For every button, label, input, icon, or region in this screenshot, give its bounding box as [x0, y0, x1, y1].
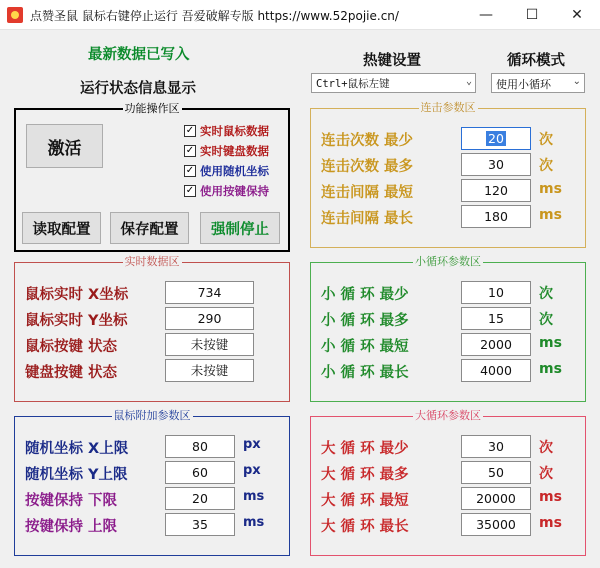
mouse-y-label: 鼠标实时 Y坐标	[25, 313, 128, 329]
big-loop-max-interval-label: 大 循 环 最长	[321, 519, 409, 535]
small-loop-group	[310, 255, 586, 402]
realtime-data-group	[14, 255, 290, 402]
loop-mode-select-value: 使用小循环	[496, 78, 551, 91]
key-hold-max-label: 按键保持 上限	[25, 519, 118, 535]
click-interval-min-input[interactable]: 120	[461, 179, 531, 202]
unit-label: 次	[539, 286, 553, 302]
click-count-max-input[interactable]: 30	[461, 153, 531, 176]
key-hold-max-input[interactable]: 35	[165, 513, 235, 536]
small-loop-max-count-input[interactable]: 15	[461, 307, 531, 330]
click-count-min-label: 连击次数 最少	[321, 133, 414, 149]
unit-label: 次	[539, 312, 553, 328]
checkmark-icon: ✓	[185, 125, 195, 136]
activate-button[interactable]: 激活	[26, 124, 103, 168]
checkmark-icon: ✓	[185, 165, 195, 176]
click-params-title: 连击参数区	[420, 101, 476, 114]
realtime-data-title: 实时数据区	[124, 255, 180, 268]
title-bar	[0, 0, 600, 30]
mouse-x-label: 鼠标实时 X坐标	[25, 287, 129, 303]
big-loop-min-interval-input[interactable]: 20000	[461, 487, 531, 510]
checkbox-key-hold[interactable]	[184, 183, 269, 199]
unit-label: px	[243, 463, 261, 478]
random-x-limit-label: 随机坐标 X上限	[25, 441, 129, 457]
checkbox-realtime-mouse[interactable]	[184, 123, 269, 139]
unit-label: ms	[539, 361, 562, 377]
mouse-x-field[interactable]: 734	[165, 281, 254, 304]
unit-label: ms	[539, 515, 562, 531]
loop-mode-title: 循环模式	[507, 53, 565, 69]
keyboard-state-field[interactable]: 未按键	[165, 359, 254, 382]
key-hold-min-label: 按键保持 下限	[25, 493, 118, 509]
big-loop-title: 大循环参数区	[415, 409, 481, 422]
small-loop-title: 小循环参数区	[415, 255, 481, 268]
app-logo-icon	[7, 7, 23, 23]
click-params-group	[310, 101, 586, 248]
mouse-y-field[interactable]: 290	[165, 307, 254, 330]
mouse-button-state-field[interactable]: 未按键	[165, 333, 254, 356]
close-button[interactable]: ✕	[571, 7, 583, 23]
click-count-min-input[interactable]	[461, 127, 531, 150]
checkmark-icon: ✓	[185, 145, 195, 156]
chevron-down-icon: ⌄	[465, 76, 472, 87]
click-interval-max-input[interactable]: 180	[461, 205, 531, 228]
force-stop-button[interactable]: 强制停止	[200, 212, 280, 244]
small-loop-max-interval-label: 小 循 环 最长	[321, 365, 409, 381]
big-loop-min-count-input[interactable]: 30	[461, 435, 531, 458]
mouse-params-title: 鼠标附加参数区	[113, 409, 191, 422]
hotkey-select-value: Ctrl+鼠标左键	[316, 78, 390, 90]
checkbox-label: 实时键盘数据	[200, 144, 269, 158]
window-title: 点赞圣鼠 鼠标右键停止运行 吾爱破解专版 https://www.52pojie.cn/	[30, 9, 399, 23]
read-config-button[interactable]: 读取配置	[22, 212, 101, 244]
checkbox-label: 实时鼠标数据	[200, 124, 269, 138]
big-loop-group	[310, 409, 586, 556]
input-value: 20	[488, 131, 504, 146]
small-loop-min-interval-input[interactable]: 2000	[461, 333, 531, 356]
status-panel-title: 运行状态信息显示	[80, 81, 196, 97]
save-config-button[interactable]: 保存配置	[110, 212, 189, 244]
small-loop-min-count-input[interactable]: 10	[461, 281, 531, 304]
minimize-button[interactable]: —	[479, 7, 493, 23]
unit-label: ms	[539, 207, 562, 223]
click-interval-min-label: 连击间隔 最短	[321, 185, 414, 201]
small-loop-min-count-label: 小 循 环 最少	[321, 287, 409, 303]
big-loop-max-count-input[interactable]: 50	[461, 461, 531, 484]
hotkey-title: 热键设置	[363, 53, 421, 69]
big-loop-max-interval-input[interactable]: 35000	[461, 513, 531, 536]
big-loop-max-count-label: 大 循 环 最多	[321, 467, 409, 483]
unit-label: ms	[539, 335, 562, 351]
big-loop-min-count-label: 大 循 环 最少	[321, 441, 409, 457]
random-y-limit-label: 随机坐标 Y上限	[25, 467, 128, 483]
random-x-limit-input[interactable]: 80	[165, 435, 235, 458]
checkbox-label: 使用按键保持	[200, 184, 269, 198]
checkbox-realtime-keyboard[interactable]	[184, 143, 269, 159]
function-area-group	[14, 102, 290, 252]
checkbox-random-coords[interactable]	[184, 163, 269, 179]
chevron-down-icon: ⌄	[572, 76, 581, 87]
random-y-limit-input[interactable]: 60	[165, 461, 235, 484]
mouse-params-group	[14, 409, 290, 556]
unit-label: ms	[243, 489, 265, 504]
big-loop-min-interval-label: 大 循 环 最短	[321, 493, 409, 509]
click-count-max-label: 连击次数 最多	[321, 159, 414, 175]
checkbox-label: 使用随机坐标	[200, 164, 269, 178]
unit-label: 次	[539, 158, 553, 174]
key-hold-min-input[interactable]: 20	[165, 487, 235, 510]
unit-label: ms	[539, 181, 562, 197]
status-message: 最新数据已写入	[88, 47, 190, 63]
hotkey-select[interactable]	[311, 73, 476, 93]
small-loop-min-interval-label: 小 循 环 最短	[321, 339, 409, 355]
mouse-button-state-label: 鼠标按键 状态	[25, 339, 118, 355]
unit-label: 次	[539, 466, 553, 482]
unit-label: px	[243, 437, 261, 452]
checkmark-icon: ✓	[185, 185, 195, 196]
small-loop-max-count-label: 小 循 环 最多	[321, 313, 409, 329]
click-interval-max-label: 连击间隔 最长	[321, 211, 414, 227]
keyboard-state-label: 键盘按键 状态	[25, 365, 118, 381]
small-loop-max-interval-input[interactable]: 4000	[461, 359, 531, 382]
loop-mode-select[interactable]	[491, 73, 585, 93]
function-area-title: 功能操作区	[124, 102, 180, 115]
maximize-button[interactable]: ☐	[525, 7, 539, 23]
unit-label: ms	[243, 515, 265, 530]
unit-label: 次	[539, 440, 553, 456]
unit-label: ms	[539, 489, 562, 505]
unit-label: 次	[539, 132, 553, 148]
